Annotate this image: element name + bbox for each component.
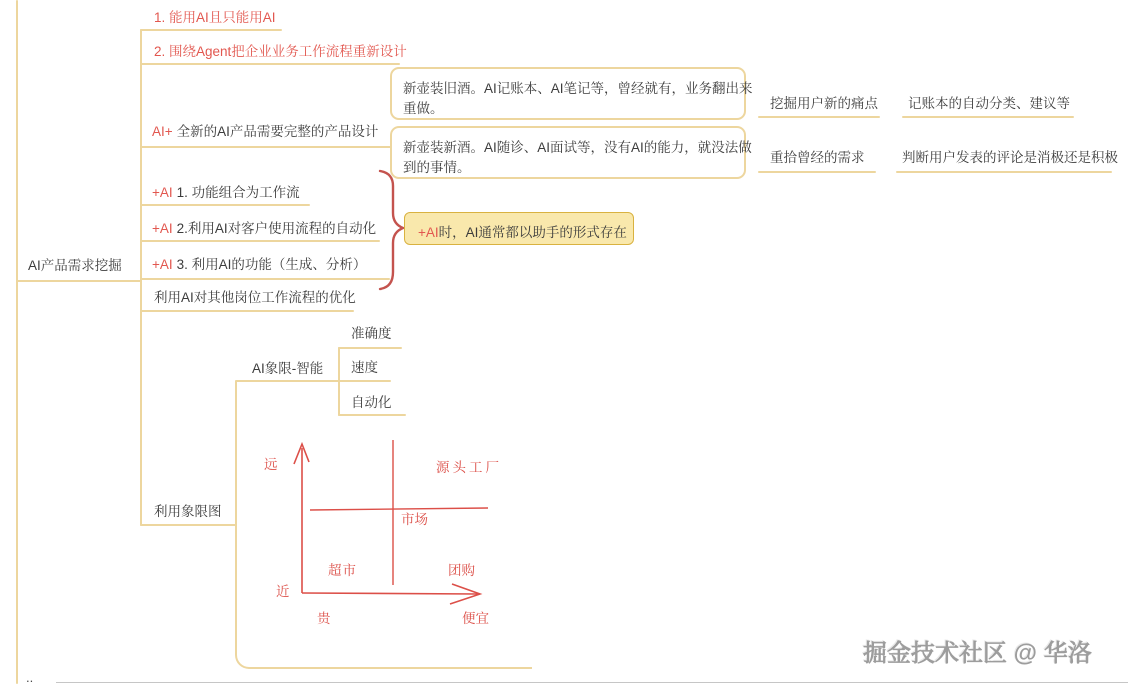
topic-other-jobs[interactable]: 利用AI对其他岗位工作流程的优化	[154, 290, 356, 305]
axis-label-far: 远	[264, 457, 278, 472]
topic-plus-ai-1-prefix: +AI	[152, 185, 173, 200]
topic-new-pain-point[interactable]: 挖掘用户新的痛点	[770, 96, 878, 111]
quadrant-item-factory: 源头工厂	[436, 460, 502, 475]
topic-rule1[interactable]: 1. 能用AI且只能用AI	[154, 10, 276, 25]
topic-new-wine-label: 新壶装新酒。AI随诊、AI面试等，没有AI的能力，就没法做到的事情。	[403, 140, 752, 175]
clipped-topic-text: ..	[26, 670, 34, 684]
branch-underline	[140, 63, 400, 65]
topic-ai-quadrant[interactable]: AI象限-智能	[252, 361, 324, 376]
topic-rule2[interactable]: 2. 围绕Agent把企业业务工作流程重新设计	[154, 44, 407, 59]
topic-new-wine[interactable]	[390, 126, 752, 179]
topic-plus-ai-2-prefix: +AI	[152, 221, 173, 236]
topic-plus-ai-3[interactable]	[152, 257, 366, 272]
topic-ai-plus-label: 全新的AI产品需要完整的产品设计	[176, 124, 379, 139]
branch-underline	[338, 347, 402, 349]
topic-old-wine[interactable]	[390, 67, 753, 120]
branch-underline	[140, 204, 310, 206]
axis-label-near: 近	[276, 584, 290, 599]
quadrant-item-supermarket: 超市	[328, 563, 357, 578]
topic-ledger-classify[interactable]: 记账本的自动分类、建议等	[908, 96, 1070, 111]
branch-underline	[140, 524, 237, 526]
topic-automation[interactable]: 自动化	[351, 395, 392, 410]
quadrant-axes	[240, 428, 540, 608]
branch-underline	[758, 171, 876, 173]
topic-accuracy[interactable]: 准确度	[351, 326, 392, 341]
quadrant-item-market: 市场	[401, 512, 428, 527]
quadrant-item-groupbuy: 团购	[448, 563, 475, 578]
parent-branch-line	[16, 0, 18, 684]
topic-plus-ai-3-label: 3. 利用AI的功能（生成、分析）	[176, 257, 367, 272]
assistant-note-label: 时，AI通常都以助手的形式存在	[438, 225, 627, 240]
topic-use-quadrant[interactable]: 利用象限图	[154, 504, 222, 519]
branch-underline	[896, 171, 1112, 173]
topic-plus-ai-1[interactable]	[152, 185, 300, 200]
branch-underline	[140, 310, 354, 312]
branch-underline	[902, 116, 1074, 118]
topic-plus-ai-1-label: 1. 功能组合为工作流	[176, 185, 300, 200]
branch-underline	[140, 29, 282, 31]
topic-ai-plus-prefix: AI+	[152, 124, 173, 139]
clipped-bottom-edge-line	[56, 682, 1128, 683]
root-underline	[16, 280, 142, 282]
topic-plus-ai-2[interactable]	[152, 221, 376, 236]
topic-ai-plus[interactable]	[152, 124, 378, 139]
branch-underline	[758, 116, 880, 118]
topic-old-need[interactable]: 重拾曾经的需求	[770, 150, 865, 165]
topic-old-wine-label: 新壶装旧酒。AI记账本、AI笔记等，曾经就有，业务翻出来重做。	[403, 81, 753, 116]
watermark: 掘金技术社区 @ 华洛	[863, 640, 1092, 667]
topic-comment-sentiment[interactable]: 判断用户发表的评论是消极还是积极	[902, 150, 1118, 165]
assistant-note-prefix: +AI	[418, 225, 439, 240]
topic-plus-ai-3-prefix: +AI	[152, 257, 173, 272]
axis-label-cheap: 便宜	[462, 611, 489, 626]
axis-label-expensive: 贵	[317, 611, 331, 626]
branch-underline	[140, 278, 390, 280]
root-topic[interactable]: AI产品需求挖掘	[28, 258, 122, 273]
branch-underline	[140, 146, 392, 148]
topic-speed[interactable]: 速度	[351, 360, 378, 375]
assistant-note-callout[interactable]	[404, 212, 634, 245]
topic-plus-ai-2-label: 2.利用AI对客户使用流程的自动化	[176, 221, 377, 236]
branch-underline	[140, 240, 380, 242]
